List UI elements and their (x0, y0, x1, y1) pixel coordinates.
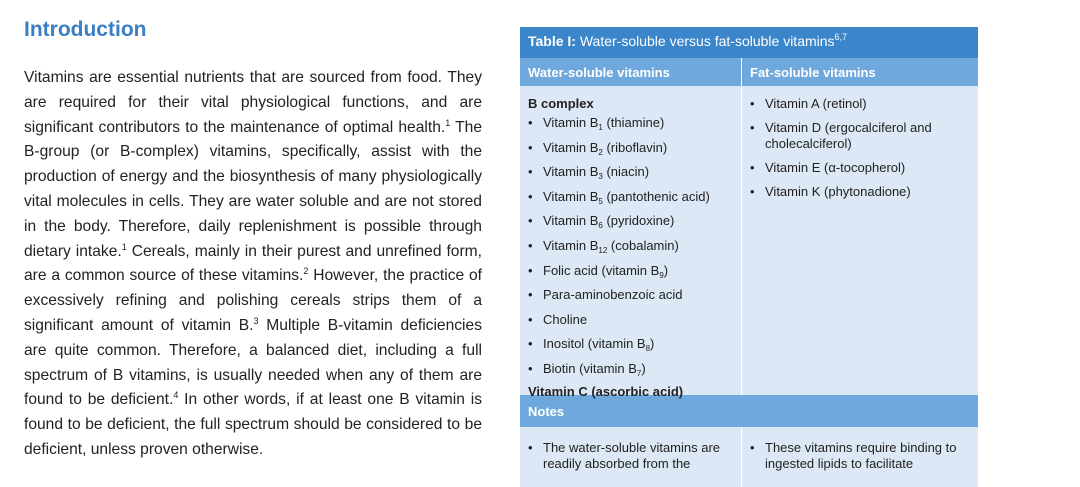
item-text: Folic acid (vitamin B (543, 262, 660, 278)
item-text-suffix: (thiamine) (602, 115, 665, 130)
notes-water-cell (520, 427, 742, 487)
water-soluble-item (528, 287, 733, 303)
water-soluble-item (528, 336, 733, 352)
intro-text-4: However, the practice of excessively refining and polishing cereals strips them of a significant amount of vitamin B. (24, 267, 482, 334)
intro-text-6: In other words, if at least one B vitamin is found to be deficient, the full spectrum should be considered to be deficient, unless proven otherwise. (24, 391, 482, 458)
item-subscript: 5 (598, 196, 603, 206)
water-soluble-item (528, 312, 733, 328)
water-soluble-item (528, 189, 733, 205)
fat-soluble-list (750, 96, 970, 200)
intro-paragraph (24, 66, 482, 463)
item-text-suffix: (riboflavin) (602, 139, 668, 155)
item-text: Inositol (vitamin B (543, 336, 646, 352)
section-heading: Introduction (24, 18, 147, 41)
citation-ref: 1 (121, 241, 127, 252)
note-water-soluble: • The water-soluble vitamins are readily absorbed from the (528, 440, 733, 472)
item-text: Vitamin B (543, 188, 599, 204)
table-title-text: Water-soluble versus fat-soluble vitamins (575, 33, 835, 49)
item-text: Vitamin B (543, 237, 599, 253)
vitamin-c-label: Vitamin C (ascorbic acid) (528, 383, 684, 399)
b-complex-label: B complex (528, 96, 594, 111)
item-subscript: 2 (598, 147, 603, 157)
fat-soluble-item: • Vitamin K (phytonadione) (750, 184, 970, 200)
item-subscript: 9 (659, 270, 664, 280)
item-text: Vitamin B (543, 213, 599, 229)
item-subscript: 3 (598, 172, 603, 182)
item-text: Biotin (vitamin B (543, 360, 637, 376)
intro-section (24, 18, 482, 463)
item-text-suffix: (pyridoxine) (602, 213, 675, 229)
table-title (520, 27, 978, 58)
item-text-suffix: (cobalamin) (607, 237, 679, 253)
item-text: Para-aminobenzoic acid (543, 287, 683, 303)
water-soluble-list (528, 115, 733, 377)
water-soluble-item (528, 164, 733, 180)
item-text: Vitamin B (543, 139, 599, 155)
water-soluble-cell (520, 86, 742, 399)
table-body-row (520, 86, 978, 399)
notes-header: Notes (520, 395, 978, 427)
water-soluble-item (528, 115, 733, 131)
notes-fat-cell (742, 427, 978, 487)
col-header-water-soluble: Water-soluble vitamins (520, 58, 742, 86)
item-text-suffix: (pantothenic acid) (602, 188, 710, 204)
fat-soluble-item: • Vitamin E (α-tocopherol) (750, 160, 970, 176)
water-soluble-item (528, 263, 733, 279)
item-subscript: 8 (645, 344, 651, 354)
item-text-suffix: ) (650, 336, 655, 352)
fat-soluble-cell (742, 86, 978, 395)
vitamins-table (520, 27, 978, 487)
water-soluble-item (528, 238, 733, 254)
intro-text-2: The B-group (or B-complex) vitamins, specifically, assist with the production of energy and the biosynthesis of many physiologically vital molecules in cells. They are water soluble and are not stored in the body. Therefore, daily replenishment is possible through dietary intake. (24, 118, 482, 260)
water-soluble-item (528, 140, 733, 156)
citation-ref: 3 (253, 315, 259, 326)
item-text: Vitamin B (543, 115, 599, 130)
table-label: Table I: (528, 33, 576, 49)
notes-row (520, 427, 978, 487)
citation-ref: 1 (445, 117, 451, 128)
item-text: Vitamin B (543, 164, 599, 180)
citation-ref: 4 (173, 390, 179, 401)
item-text-suffix: ) (663, 262, 669, 278)
fat-soluble-item: • Vitamin A (retinol) (750, 96, 970, 112)
intro-text-1: Vitamins are essential nutrients that are sourced from food. They are required for their vital physiological functions, and are significant contributors to the maintenance of optimal health. (24, 69, 482, 136)
table-title-refs: 6,7 (834, 32, 848, 42)
item-text-suffix: ) (641, 360, 646, 376)
intro-text-3: Cereals, mainly in their purest and unrefined form, are a common source of these vitamins. (24, 242, 482, 285)
item-text: Choline (543, 311, 588, 327)
fat-soluble-item: • Vitamin D (ergocalciferol and cholecalciferol) (750, 120, 970, 152)
citation-ref: 2 (303, 266, 309, 277)
item-text-suffix: (niacin) (602, 164, 650, 180)
item-subscript: 1 (598, 123, 603, 132)
item-subscript: 6 (598, 221, 603, 231)
water-soluble-item (528, 361, 733, 377)
item-subscript: 7 (636, 368, 642, 378)
water-soluble-item (528, 213, 733, 229)
col-header-fat-soluble: Fat-soluble vitamins (750, 65, 876, 80)
item-subscript: 12 (598, 245, 608, 255)
table-header-row (520, 58, 978, 86)
intro-text-5: Multiple B-vitamin deficiencies are quite common. Therefore, a balanced diet, including a full spectrum of B vitamins, is usually needed when any of them are found to be deficient. (24, 316, 482, 409)
note-fat-soluble: • These vitamins require binding to ingested lipids to facilitate (750, 440, 970, 472)
